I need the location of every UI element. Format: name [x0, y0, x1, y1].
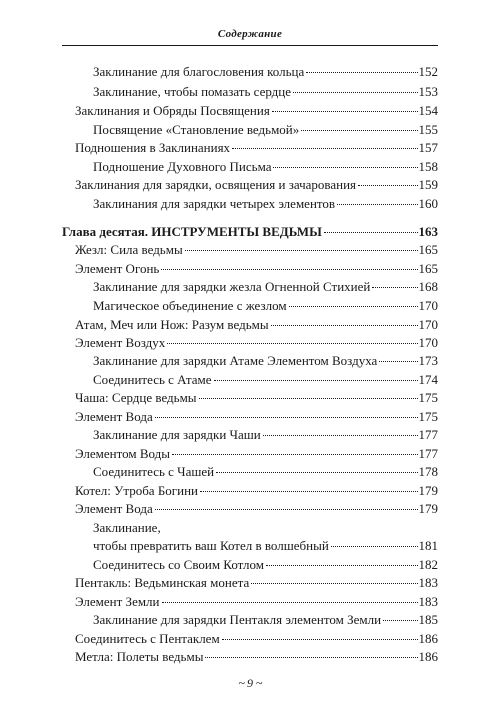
toc-entry-label: Элемент Вода [75, 501, 153, 516]
toc-entry[interactable] [75, 483, 438, 499]
toc-entry-page: 165 [418, 261, 438, 276]
dot-leader [205, 657, 417, 658]
dot-leader [185, 250, 418, 251]
toc-entry-page: 170 [418, 317, 438, 332]
running-title: Содержание [217, 28, 283, 40]
toc-entry[interactable] [93, 538, 438, 554]
dot-leader [155, 509, 418, 510]
toc-entry-label: Котел: Утроба Богини [75, 483, 198, 498]
dot-leader [199, 398, 418, 399]
toc-entry-page: 155 [418, 122, 438, 137]
toc-entry-page: 170 [418, 335, 438, 350]
toc-entry-page: 177 [418, 427, 438, 442]
toc-entry-page: 179 [418, 501, 438, 516]
toc-entry-page: 170 [418, 298, 438, 313]
toc-entry-label: Заклинание для зарядки Атаме Элементом Воздуха [93, 353, 378, 368]
dot-leader [172, 454, 417, 455]
toc-entry-page: 173 [418, 353, 438, 368]
toc-entry[interactable] [75, 390, 438, 406]
toc-entry-page: 177 [418, 446, 438, 461]
toc-entry-label: Элемент Огонь [75, 261, 160, 276]
dot-leader [266, 565, 418, 566]
toc-entry-page: 179 [418, 483, 438, 498]
toc-entry-page: 178 [418, 464, 438, 479]
toc-entry-page: 157 [418, 140, 438, 155]
dot-leader [306, 72, 417, 73]
toc-entry[interactable] [93, 464, 438, 480]
toc-entry-page: 152 [418, 64, 438, 79]
dot-leader [167, 343, 417, 344]
dot-leader [214, 380, 418, 381]
toc-entry-page: 183 [418, 594, 438, 609]
page-number-footer [0, 676, 500, 691]
chapter-title: Глава десятая. ИНСТРУМЕНТЫ ВЕДЬМЫ [62, 224, 322, 239]
toc-entry-label: Подношения в Заклинаниях [75, 140, 231, 155]
toc-entry-label: Соединитесь с Чашей [93, 464, 215, 479]
toc-entry[interactable] [75, 446, 438, 462]
toc-entry-label: Заклинание для зарядки Пентакля элементом Земли [93, 612, 382, 627]
toc-entry-label: Заклинания и Обряды Посвящения [75, 103, 270, 118]
toc-entry-label: Заклинание для зарядки Чаши [93, 427, 261, 442]
dot-leader [272, 111, 418, 112]
toc-entry-label: Пентакль: Ведьминская монета [75, 575, 250, 590]
toc-entry-page: 159 [418, 177, 438, 192]
toc-entry[interactable] [75, 501, 438, 517]
toc-entry[interactable] [75, 177, 438, 193]
toc-entry-page: 175 [418, 409, 438, 424]
toc-entry-label: Соединитесь с Пентаклем [75, 631, 220, 646]
dot-leader [372, 287, 417, 288]
toc-entry[interactable] [93, 122, 438, 138]
toc-entry-label: Магическое объединение с жезлом [93, 298, 287, 313]
dot-leader [162, 602, 418, 603]
dot-leader [379, 361, 417, 362]
toc-entry-label: Заклинание, чтобы помазать сердце [93, 84, 292, 99]
dot-leader [289, 306, 418, 307]
dot-leader [161, 269, 417, 270]
dot-leader [232, 148, 417, 149]
toc-entry-label: Чаша: Сердце ведьмы [75, 390, 197, 405]
toc-entry[interactable] [75, 103, 438, 119]
dot-leader [216, 472, 417, 473]
toc-entry-label: Заклинания для зарядки четырех элементов [93, 196, 336, 211]
toc-entry-label: Заклинание для зарядки жезла Огненной Стихией [93, 279, 371, 294]
toc-entry-page: 181 [418, 538, 438, 553]
dot-leader [222, 639, 418, 640]
toc-chapter-entry[interactable] [62, 224, 438, 240]
toc-entry[interactable] [93, 557, 438, 573]
toc-entry-page: 175 [418, 390, 438, 405]
toc-entry-label: Атам, Меч или Нож: Разум ведьмы [75, 317, 269, 332]
dot-leader [301, 130, 417, 131]
toc-entry-label: Заклинания для зарядки, освящения и зачарования [75, 177, 357, 192]
toc-entry[interactable] [75, 242, 438, 258]
toc-entry[interactable] [93, 159, 438, 175]
toc-entry[interactable] [93, 64, 438, 80]
toc-entry[interactable] [75, 409, 438, 425]
toc-entry-page: 186 [418, 649, 438, 664]
toc-entry[interactable] [93, 353, 438, 369]
toc-entry-label: Подношение Духовного Письма [93, 159, 272, 174]
toc-entry-page: 158 [418, 159, 438, 174]
toc-entry[interactable] [75, 631, 438, 647]
toc-entry[interactable] [93, 196, 438, 212]
toc-entry-label: Соединитесь с Атаме [93, 372, 212, 387]
dot-leader [263, 435, 418, 436]
swirl-ornament-icon: ~ [238, 676, 244, 690]
toc-entry[interactable] [93, 84, 438, 100]
dot-leader [293, 92, 417, 93]
toc-entry-label: Соединитесь со Своим Котлом [93, 557, 264, 572]
toc-entry-label-wrapped[interactable]: Заклинание, [93, 520, 161, 535]
toc-entry[interactable] [75, 575, 438, 591]
dot-leader [324, 232, 418, 233]
toc-entry-page: 174 [418, 372, 438, 387]
toc-entry-label: Элемент Воздух [75, 335, 166, 350]
toc-entry-page: 165 [418, 242, 438, 257]
toc-entry[interactable] [75, 317, 438, 333]
dot-leader [251, 583, 417, 584]
toc-entry[interactable] [93, 298, 438, 314]
toc-entry[interactable] [75, 594, 438, 610]
dot-leader [273, 167, 417, 168]
toc-entry-page: 154 [418, 103, 438, 118]
dot-leader [271, 325, 418, 326]
toc-entry-label: Жезл: Сила ведьмы [75, 242, 183, 257]
toc-entry[interactable] [93, 372, 438, 388]
toc-entry-label: чтобы превратить ваш Котел в волшебный [93, 538, 329, 553]
toc-entry[interactable] [93, 279, 438, 295]
page-number: 9 [247, 676, 253, 690]
toc-entry-label: Элементом Воды [75, 446, 171, 461]
toc-entry-page: 153 [418, 84, 438, 99]
toc-entry-label: Метла: Полеты ведьмы [75, 649, 204, 664]
toc-entry[interactable] [93, 427, 438, 443]
toc-entry[interactable] [75, 261, 438, 277]
dot-leader [155, 417, 418, 418]
dot-leader [383, 620, 417, 621]
toc-entry-page: 168 [418, 279, 438, 294]
toc-entry[interactable] [75, 649, 438, 665]
dot-leader [358, 185, 417, 186]
toc-entry-page: 185 [418, 612, 438, 627]
dot-leader [331, 546, 418, 547]
toc-entry-page: 182 [418, 557, 438, 572]
dot-leader [337, 204, 417, 205]
swirl-ornament-icon: ~ [256, 676, 262, 690]
toc-entry-label: Заклинание для благословения кольца [93, 64, 305, 79]
toc-entry-label: Посвящение «Становление ведьмой» [93, 122, 300, 137]
toc-entry-label: Элемент Вода [75, 409, 153, 424]
toc-entry-page: 186 [418, 631, 438, 646]
dot-leader [200, 491, 418, 492]
toc-entry[interactable] [75, 140, 438, 156]
toc-entry[interactable] [75, 335, 438, 351]
toc-entry-label: Элемент Земли [75, 594, 160, 609]
toc-entry-page: 163 [418, 224, 438, 239]
toc-entry-page: 160 [418, 196, 438, 211]
toc-entry[interactable] [93, 612, 438, 628]
toc-entry-page: 183 [418, 575, 438, 590]
